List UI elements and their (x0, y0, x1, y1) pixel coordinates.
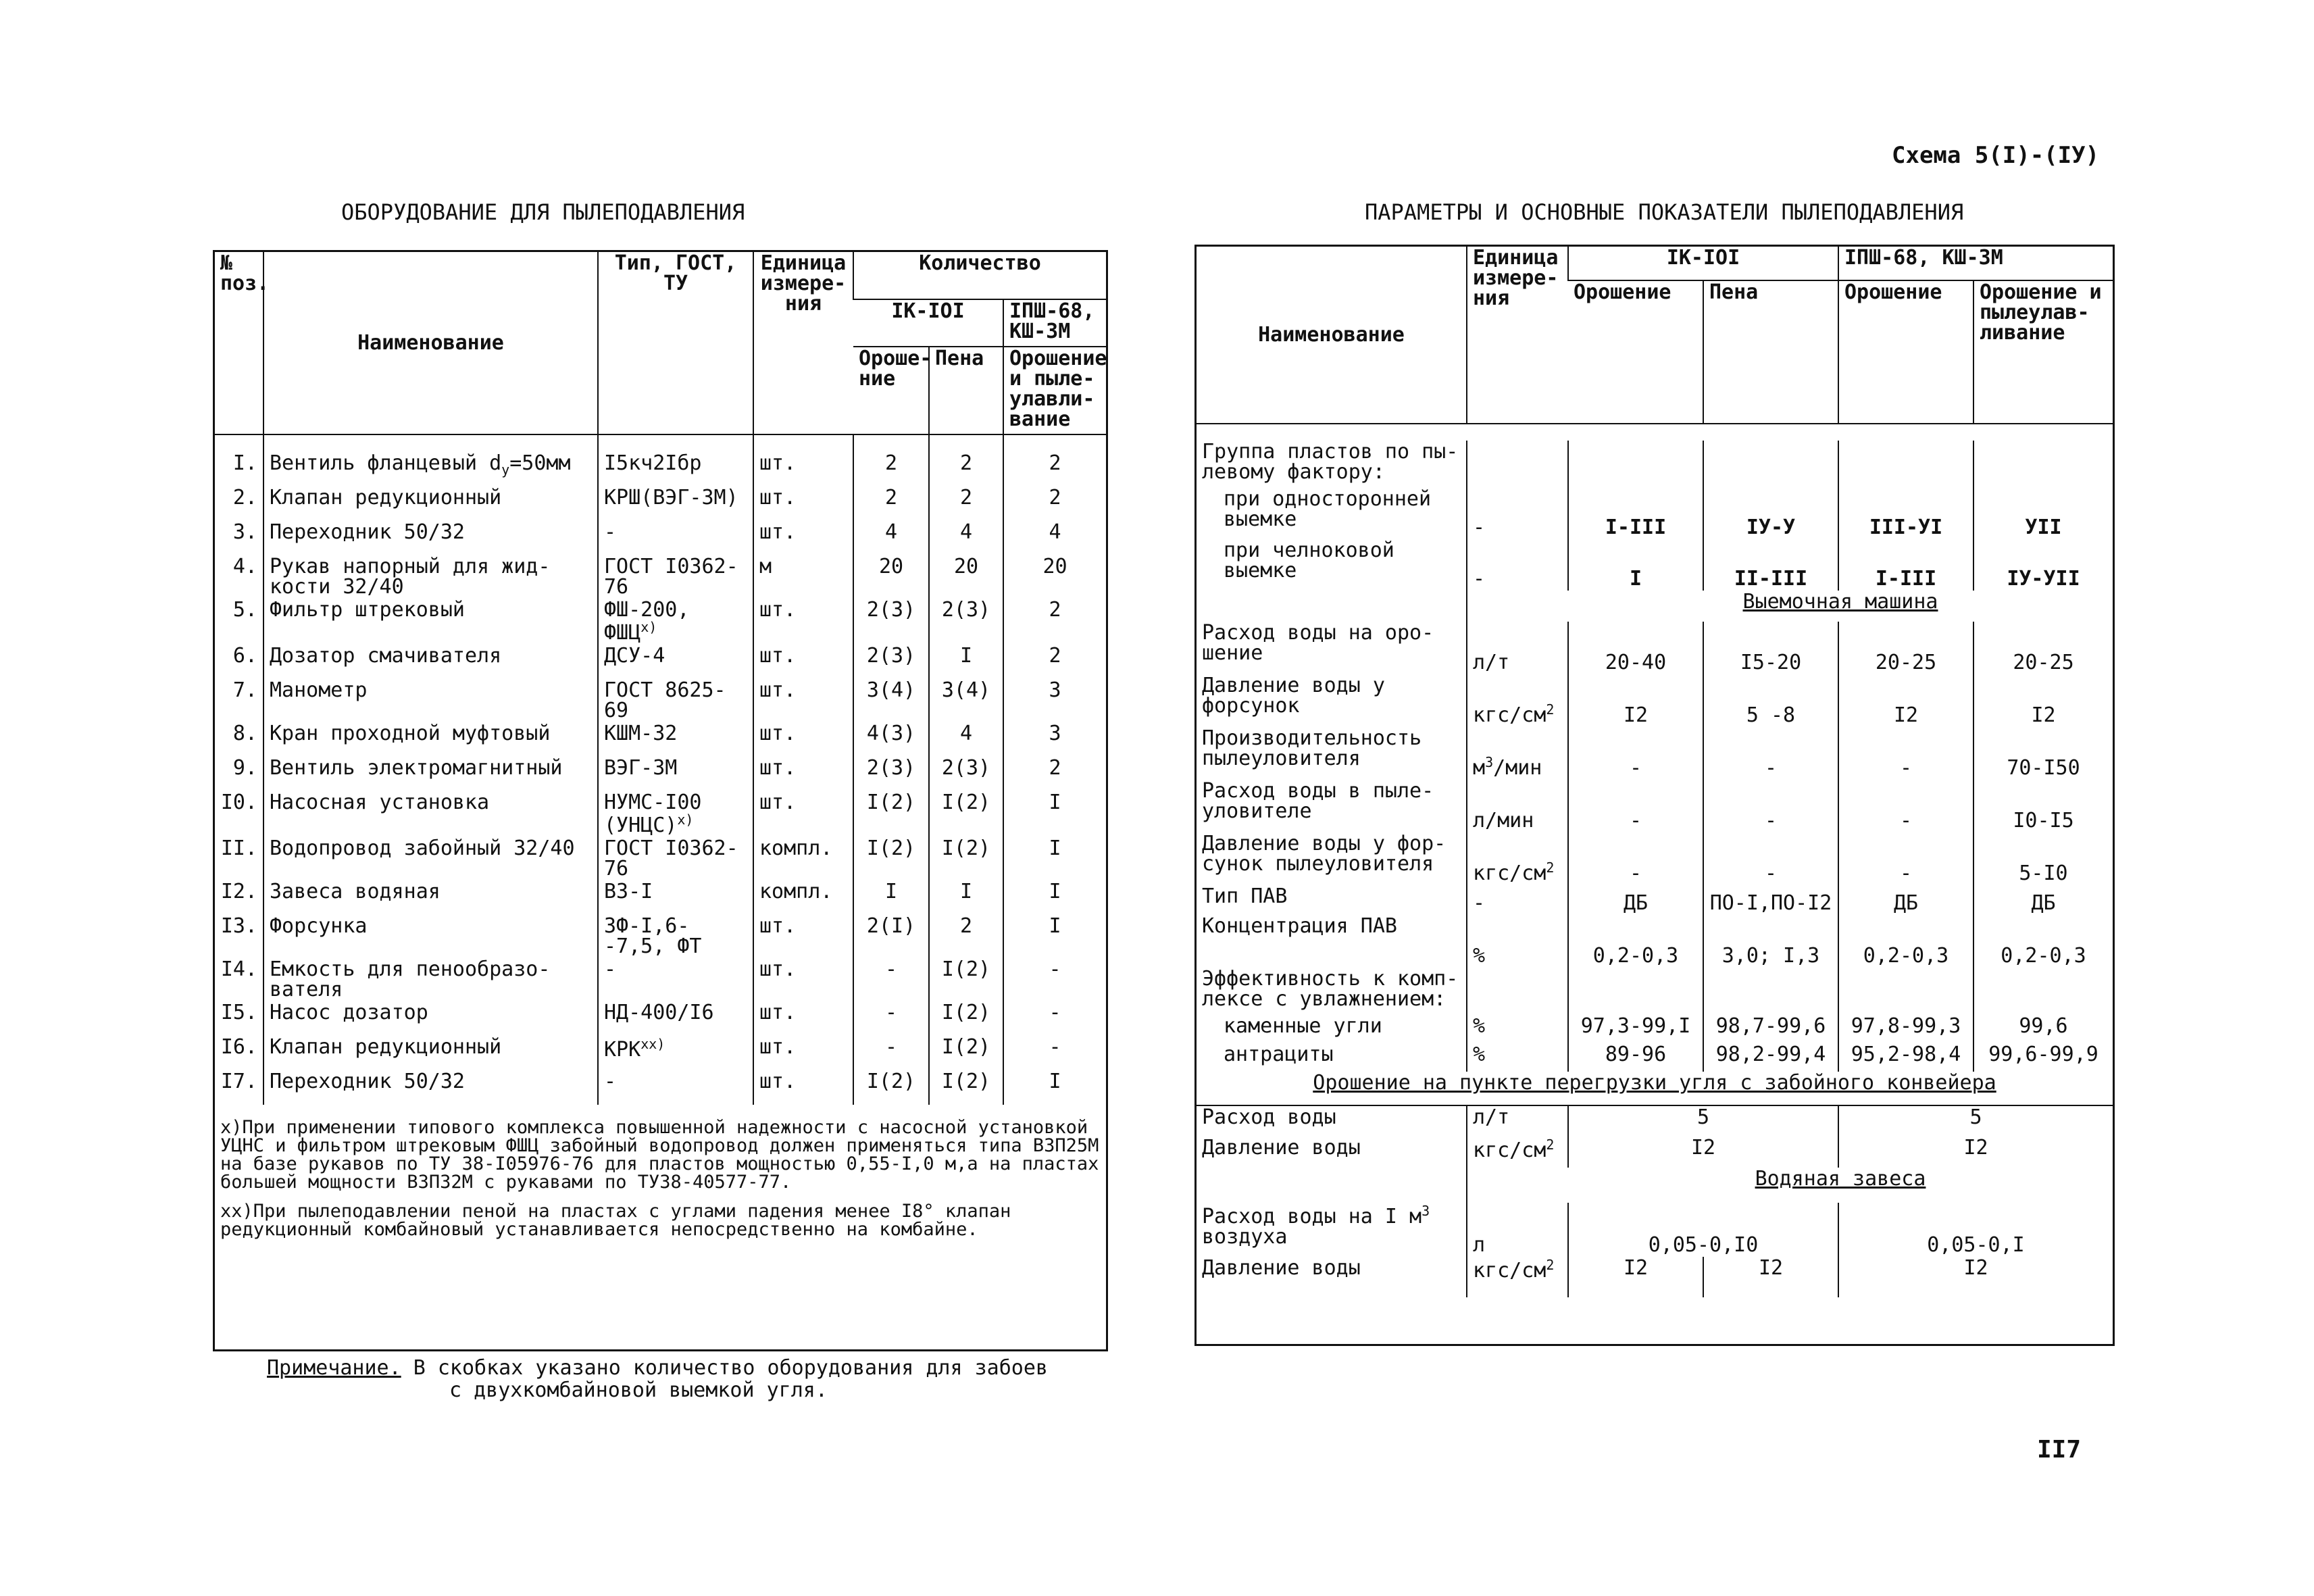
equipment-row (215, 521, 1106, 555)
machine-row-value: 20-25 (1973, 622, 2113, 674)
row-type: НД-400/I6 (598, 1001, 753, 1036)
equipment-row (215, 880, 1106, 915)
p-col-name-header: Наименование (1197, 247, 1467, 424)
row-qty-ik-foam: I(2) (929, 1001, 1003, 1036)
parameter-row (1197, 591, 2113, 622)
machine-row-value: 20-25 (1838, 622, 1973, 674)
row-qty-ik-irr: I (853, 880, 929, 915)
row-qty-ik-irr: 20 (853, 555, 929, 599)
p-col-ik-irr-header: Орошение (1568, 280, 1703, 424)
row-num: I2. (220, 880, 257, 903)
machine-row-value: - (1568, 727, 1703, 780)
group-row-unit: - (1467, 539, 1568, 591)
equipment-row (215, 791, 1106, 837)
transfer-row-ipsh: 5 (1838, 1105, 2113, 1137)
machine-row-value: 70-I50 (1973, 727, 2113, 780)
footnote-xx-mark: xx) (220, 1201, 253, 1222)
machine-row-unit: л/т (1467, 622, 1568, 674)
row-name: Насос дозатор (263, 1001, 598, 1036)
row-name: Клапан редукционный (263, 1036, 598, 1070)
row-num: I. (232, 451, 257, 475)
machine-row-name: Расход воды на оро-шение (1202, 621, 1434, 665)
machine-row-unit: $м^3$/мин (1467, 727, 1568, 780)
row-qty-ik-foam: I(2) (929, 1036, 1003, 1070)
scheme-label: Схема 5(I)-(IУ) (1892, 142, 2100, 169)
row-qty-ik-irr: - (853, 1036, 929, 1070)
parameter-row (1197, 1203, 2113, 1257)
parameter-row (1197, 1105, 2113, 1137)
row-qty-ik-foam: 2(3) (929, 599, 1003, 645)
eff-row-name: каменные угли (1224, 1014, 1382, 1038)
machine-row-value: 0,2-0,3 (1838, 915, 1973, 968)
group-title: Группа пластов по пы-левому фактору: (1202, 440, 1459, 484)
row-unit: шт. (753, 452, 853, 487)
parameter-row (1197, 915, 2113, 968)
machine-row-value: 0,2-0,3 (1568, 915, 1703, 968)
row-num: II. (220, 837, 257, 860)
eff-row-unit: % (1467, 1015, 1568, 1043)
row-qty-ik-foam: 3(4) (929, 679, 1003, 722)
curtain-row-ik-b: I2 (1703, 1257, 1838, 1297)
parameters-table-body (1197, 424, 2113, 1297)
p-col-unit-header: Единица измере-ния (1467, 247, 1568, 424)
row-type: НУМС-I00 (УНЦС)$^{x)}$ (598, 791, 753, 837)
note-text-1: В скобках указано количество оборудования для забоев (413, 1356, 1048, 1380)
row-num: 6. (232, 644, 257, 668)
group-row-name: при челноковой выемке (1224, 539, 1394, 582)
group-row-value: II-III (1703, 539, 1838, 591)
parameter-row (1197, 885, 2113, 915)
row-qty-ik-foam: 20 (929, 555, 1003, 599)
row-qty-ipsh: 3 (1003, 679, 1106, 722)
equipment-table-frame (213, 250, 1108, 1351)
row-num: 7. (232, 678, 257, 702)
row-qty-ik-foam: I(2) (929, 958, 1003, 1001)
col-ik-irr-header: Ороше-ние (853, 347, 929, 434)
row-name: Вентиль фланцевый $d_у=50мм$ (263, 452, 598, 487)
equipment-row (215, 599, 1106, 645)
row-qty-ik-irr: I(2) (853, 791, 929, 837)
parameter-row (1197, 832, 2113, 885)
equipment-row (215, 757, 1106, 791)
row-qty-ipsh: 20 (1003, 555, 1106, 599)
equipment-row (215, 452, 1106, 487)
row-num: 4. (232, 555, 257, 578)
row-type: КРК$^{xx)}$ (598, 1036, 753, 1070)
row-type: ВЗ-I (598, 880, 753, 915)
eff-row-value: 99,6-99,9 (1973, 1043, 2113, 1072)
machine-row-value: - (1703, 780, 1838, 832)
section-transfer: Орошение на пункте перегрузки угля с забойного конвейера (1197, 1072, 2113, 1105)
p-col-ipsh-irr-dust-header: Орошение и пылеулав-ливание (1973, 280, 2113, 424)
group-row-name: при односторонней выемке (1224, 487, 1432, 531)
parameter-row (1197, 674, 2113, 727)
curtain-row-ik-a: I2 (1568, 1257, 1703, 1297)
row-name: Водопровод забойный 32/40 (263, 837, 598, 880)
section-curtain: Водяная завеса (1755, 1167, 1926, 1191)
row-qty-ipsh: 3 (1003, 722, 1106, 757)
curtain-row-ik: 0,05-0,I0 (1568, 1203, 1838, 1257)
eff-row-value: 98,7-99,6 (1703, 1015, 1838, 1043)
machine-row-name: Концентрация ПАВ (1202, 914, 1397, 938)
row-qty-ik-irr: 2 (853, 452, 929, 487)
group-row-value: I-III (1838, 539, 1973, 591)
machine-row-value: - (1838, 780, 1973, 832)
col-ik-header: IK-IOI (853, 299, 1003, 347)
right-title: ПАРАМЕТРЫ И ОСНОВНЫЕ ПОКАЗАТЕЛИ ПЫЛЕПОДАВЛЕНИЯ (1365, 199, 1964, 225)
row-type: КШМ-32 (598, 722, 753, 757)
row-qty-ik-irr: 2(3) (853, 599, 929, 645)
row-qty-ik-irr: - (853, 1001, 929, 1036)
left-title: ОБОРУДОВАНИЕ ДЛЯ ПЫЛЕПОДАВЛЕНИЯ (341, 199, 745, 225)
row-type: - (598, 1070, 753, 1105)
row-name: Емкость для пенообразо-вателя (263, 958, 598, 1001)
row-num: 3. (232, 520, 257, 544)
parameter-row (1197, 1015, 2113, 1043)
row-qty-ik-foam: I(2) (929, 791, 1003, 837)
row-type: - (598, 521, 753, 555)
row-qty-ik-irr: I(2) (853, 837, 929, 880)
col-ik-foam-header: Пена (929, 347, 1003, 434)
row-name: Насосная установка (263, 791, 598, 837)
transfer-row-unit: кгс/$см^2$ (1467, 1137, 1568, 1168)
col-unit-header: Единица измере-ния (753, 252, 853, 434)
machine-row-value: 5-I0 (1973, 832, 2113, 885)
parameter-row (1197, 1072, 2113, 1105)
machine-row-value: I5-20 (1703, 622, 1838, 674)
transfer-row-ik: 5 (1568, 1105, 1838, 1137)
parameter-row (1197, 968, 2113, 1015)
row-name: Завеса водяная (263, 880, 598, 915)
row-name: Переходник 50/32 (263, 1070, 598, 1105)
parameter-row (1197, 441, 2113, 488)
transfer-row-name: Давление воды (1202, 1136, 1361, 1159)
col-name-header: Наименование (263, 252, 598, 434)
row-unit: шт. (753, 599, 853, 645)
row-qty-ik-irr: 2(3) (853, 645, 929, 679)
parameter-row (1197, 1168, 2113, 1203)
row-qty-ipsh: 2 (1003, 452, 1106, 487)
curtain-row-name: Расход воды на I $м^3$ воздуха (1202, 1203, 1430, 1249)
parameters-table-frame (1194, 245, 2115, 1346)
footnote-x-mark: x) (220, 1117, 243, 1138)
note-text-2: с двухкомбайновой выемкой угля. (449, 1378, 828, 1402)
machine-row-value: I2 (1568, 674, 1703, 727)
row-unit: шт. (753, 521, 853, 555)
equipment-table (215, 252, 1106, 1240)
equipment-table-body (215, 434, 1106, 1105)
footnote-xx: xx)При пылеподавлении пеной на пластах с углами падения менее I8° клапан редукционный комбайновый устанавливается непосредственно на комбайне. (220, 1201, 1011, 1240)
row-qty-ik-irr: I(2) (853, 1070, 929, 1105)
row-num: 2. (232, 486, 257, 509)
row-qty-ipsh: I (1003, 837, 1106, 880)
col-ipsh-irr-header: Орошение и пыле-улавли-вание (1003, 347, 1106, 434)
p-col-ik-foam-header: Пена (1703, 280, 1838, 424)
row-num: I5. (220, 1001, 257, 1024)
group-row-value: III-УI (1838, 488, 1973, 539)
transfer-row-ipsh: I2 (1838, 1137, 2113, 1168)
equipment-row (215, 1001, 1106, 1036)
parameter-row (1197, 622, 2113, 674)
row-unit: компл. (753, 880, 853, 915)
row-name: Форсунка (263, 915, 598, 958)
parameter-row (1197, 727, 2113, 780)
row-qty-ipsh: I (1003, 880, 1106, 915)
machine-row-value: ДБ (1568, 885, 1703, 915)
col-ipsh-header: IПШ-68, КШ-3М (1003, 299, 1106, 347)
row-unit: шт. (753, 1001, 853, 1036)
group-row-value: IУ-УII (1973, 539, 2113, 591)
machine-row-name: Расход воды в пыле-уловителе (1202, 779, 1434, 823)
machine-row-name: Производительность пылеуловителя (1202, 726, 1422, 770)
note-label: Примечание. (267, 1356, 401, 1380)
machine-row-value: - (1703, 832, 1838, 885)
row-type: ЗФ-I,6--7,5, ФТ (598, 915, 753, 958)
row-qty-ik-foam: 2 (929, 487, 1003, 521)
row-unit: шт. (753, 757, 853, 791)
row-unit: шт. (753, 915, 853, 958)
machine-row-unit: л/мин (1467, 780, 1568, 832)
machine-row-value: 20-40 (1568, 622, 1703, 674)
machine-row-value: ПО-I,ПО-I2 (1703, 885, 1838, 915)
row-num: 9. (232, 756, 257, 780)
row-name: Клапан редукционный (263, 487, 598, 521)
row-num: I0. (220, 791, 257, 814)
row-qty-ik-irr: 2(I) (853, 915, 929, 958)
transfer-row-ik: I2 (1568, 1137, 1838, 1168)
row-type: КРШ(ВЭГ-3М) (598, 487, 753, 521)
row-type: ГОСТ I0362-76 (598, 837, 753, 880)
row-unit: шт. (753, 791, 853, 837)
machine-row-value: - (1703, 727, 1838, 780)
group-row-value: I (1568, 539, 1703, 591)
parameter-row (1197, 1043, 2113, 1072)
row-qty-ik-foam: 2(3) (929, 757, 1003, 791)
row-qty-ik-foam: 4 (929, 722, 1003, 757)
equipment-row (215, 679, 1106, 722)
machine-row-name: Тип ПАВ (1202, 884, 1288, 908)
machine-row-value: I2 (1973, 674, 2113, 727)
eff-row-value: 97,3-99,I (1568, 1015, 1703, 1043)
row-num: I7. (220, 1070, 257, 1093)
machine-row-value: - (1838, 727, 1973, 780)
footnotes-row (215, 1105, 1106, 1240)
parameter-row (1197, 1257, 2113, 1297)
machine-row-value: I2 (1838, 674, 1973, 727)
eff-row-value: 97,8-99,3 (1838, 1015, 1973, 1043)
row-qty-ipsh: I (1003, 915, 1106, 958)
row-num: I3. (220, 914, 257, 938)
row-qty-ipsh: 2 (1003, 487, 1106, 521)
equipment-row (215, 837, 1106, 880)
row-qty-ik-irr: 3(4) (853, 679, 929, 722)
eff-row-name: антрациты (1224, 1043, 1334, 1066)
row-num: 8. (232, 722, 257, 745)
row-type: ГОСТ I0362-76 (598, 555, 753, 599)
row-qty-ipsh: I (1003, 791, 1106, 837)
footnote-x: x)При применении типового комплекса повышенной надежности с насосной установкой УЦНС и фильтром штрековым ФШЦ забойный водопровод должен применяться типа ВЗП25М на базе рукавов по ТУ 38-I05976-76 для пластов мощностью 0,55-I,0 м,а на пластах большей мощности ВЗП32М с рукавами по ТУ38-40577-77. (220, 1117, 1099, 1193)
parameter-row (1197, 1137, 2113, 1168)
parameters-table (1197, 247, 2113, 1297)
machine-row-value: - (1838, 832, 1973, 885)
equipment-row (215, 555, 1106, 599)
eff-title: Эффективность к комп-лексе с увлажнением: (1202, 967, 1459, 1011)
parameter-row (1197, 539, 2113, 591)
machine-row-value: 3,0; I,3 (1703, 915, 1838, 968)
equipment-row (215, 1036, 1106, 1070)
machine-row-value: - (1568, 832, 1703, 885)
parameter-row (1197, 488, 2113, 539)
row-qty-ipsh: - (1003, 1001, 1106, 1036)
row-type: I5кч2Iбр (598, 452, 753, 487)
row-unit: шт. (753, 1036, 853, 1070)
row-qty-ipsh: - (1003, 1036, 1106, 1070)
curtain-row-ipsh: I2 (1838, 1257, 2113, 1297)
row-qty-ik-foam: 4 (929, 521, 1003, 555)
row-qty-ik-foam: I(2) (929, 837, 1003, 880)
row-unit: шт. (753, 1070, 853, 1105)
col-qty-header: Количество (853, 252, 1106, 299)
page-number: II7 (2037, 1436, 2082, 1464)
curtain-row-unit: л (1467, 1203, 1568, 1257)
parameter-row (1197, 424, 2113, 441)
row-num: I6. (220, 1035, 257, 1059)
row-qty-ik-irr: 4(3) (853, 722, 929, 757)
p-col-ipsh-irr-header: Орошение (1838, 280, 1973, 424)
equipment-row (215, 1070, 1106, 1105)
row-qty-ik-foam: I(2) (929, 1070, 1003, 1105)
row-num: 5. (232, 598, 257, 622)
parameter-row (1197, 780, 2113, 832)
section-machine: Выемочная машина (1742, 590, 1938, 614)
equipment-row (215, 487, 1106, 521)
row-qty-ik-foam: I (929, 645, 1003, 679)
row-unit: м (753, 555, 853, 599)
row-qty-ipsh: I (1003, 1070, 1106, 1105)
row-qty-ik-irr: 4 (853, 521, 929, 555)
curtain-row-name: Давление воды (1202, 1256, 1361, 1280)
equipment-row (215, 722, 1106, 757)
col-num-header: № поз. (215, 252, 263, 434)
row-qty-ik-foam: 2 (929, 915, 1003, 958)
row-unit: шт. (753, 645, 853, 679)
row-name: Фильтр штрековый (263, 599, 598, 645)
table-note (267, 1357, 1145, 1401)
machine-row-name: Давление воды у форсунок (1202, 674, 1385, 718)
row-name: Дозатор смачивателя (263, 645, 598, 679)
group-row-value: I-III (1568, 488, 1703, 539)
row-qty-ik-foam: 2 (929, 452, 1003, 487)
machine-row-unit: кгс/$см^2$ (1467, 832, 1568, 885)
machine-row-value: ДБ (1838, 885, 1973, 915)
row-name: Кран проходной муфтовый (263, 722, 598, 757)
row-type: ГОСТ 8625-69 (598, 679, 753, 722)
row-qty-ik-foam: I (929, 880, 1003, 915)
row-unit: шт. (753, 679, 853, 722)
row-qty-ipsh: - (1003, 958, 1106, 1001)
equipment-row (215, 645, 1106, 679)
row-type: ДСУ-4 (598, 645, 753, 679)
row-name: Рукав напорный для жид-кости 32/40 (263, 555, 598, 599)
group-row-value: IУ-У (1703, 488, 1838, 539)
curtain-row-unit: кгс/$см^2$ (1467, 1257, 1568, 1297)
col-type-header: Тип, ГОСТ, ТУ (598, 252, 753, 434)
eff-row-unit: % (1467, 1043, 1568, 1072)
machine-row-value: I0-I5 (1973, 780, 2113, 832)
row-qty-ipsh: 2 (1003, 599, 1106, 645)
row-qty-ipsh: 2 (1003, 645, 1106, 679)
row-qty-ipsh: 2 (1003, 757, 1106, 791)
row-unit: компл. (753, 837, 853, 880)
machine-row-value: ДБ (1973, 885, 2113, 915)
row-num: I4. (220, 957, 257, 981)
machine-row-unit: - (1467, 885, 1568, 915)
machine-row-unit: % (1467, 915, 1568, 968)
row-unit: шт. (753, 958, 853, 1001)
machine-row-name: Давление воды у фор-сунок пылеуловителя (1202, 832, 1447, 876)
transfer-row-unit: л/т (1467, 1105, 1568, 1137)
curtain-row-ipsh: 0,05-0,I (1838, 1203, 2113, 1257)
equipment-row (215, 915, 1106, 958)
row-qty-ik-irr: 2 (853, 487, 929, 521)
machine-row-unit: кгс/$см^2$ (1467, 674, 1568, 727)
row-type: - (598, 958, 753, 1001)
row-name: Переходник 50/32 (263, 521, 598, 555)
eff-row-value: 89-96 (1568, 1043, 1703, 1072)
row-qty-ipsh: 4 (1003, 521, 1106, 555)
eff-row-value: 99,6 (1973, 1015, 2113, 1043)
row-unit: шт. (753, 487, 853, 521)
transfer-row-name: Расход воды (1202, 1105, 1336, 1129)
row-qty-ik-irr: 2(3) (853, 757, 929, 791)
row-name: Вентиль электромагнитный (263, 757, 598, 791)
eff-row-value: 98,2-99,4 (1703, 1043, 1838, 1072)
p-col-ik-header: IK-IOI (1568, 247, 1838, 280)
machine-row-value: 5 -8 (1703, 674, 1838, 727)
row-name: Манометр (263, 679, 598, 722)
group-row-value: УII (1973, 488, 2113, 539)
p-col-ipsh-header: IПШ-68, КШ-3М (1838, 247, 2113, 280)
equipment-row (215, 958, 1106, 1001)
row-type: ВЭГ-3М (598, 757, 753, 791)
machine-row-value: 0,2-0,3 (1973, 915, 2113, 968)
group-row-unit: - (1467, 488, 1568, 539)
row-qty-ik-irr: - (853, 958, 929, 1001)
eff-row-value: 95,2-98,4 (1838, 1043, 1973, 1072)
row-type: ФШ-200, ФШЦ$^{x)}$ (598, 599, 753, 645)
row-unit: шт. (753, 722, 853, 757)
machine-row-value: - (1568, 780, 1703, 832)
